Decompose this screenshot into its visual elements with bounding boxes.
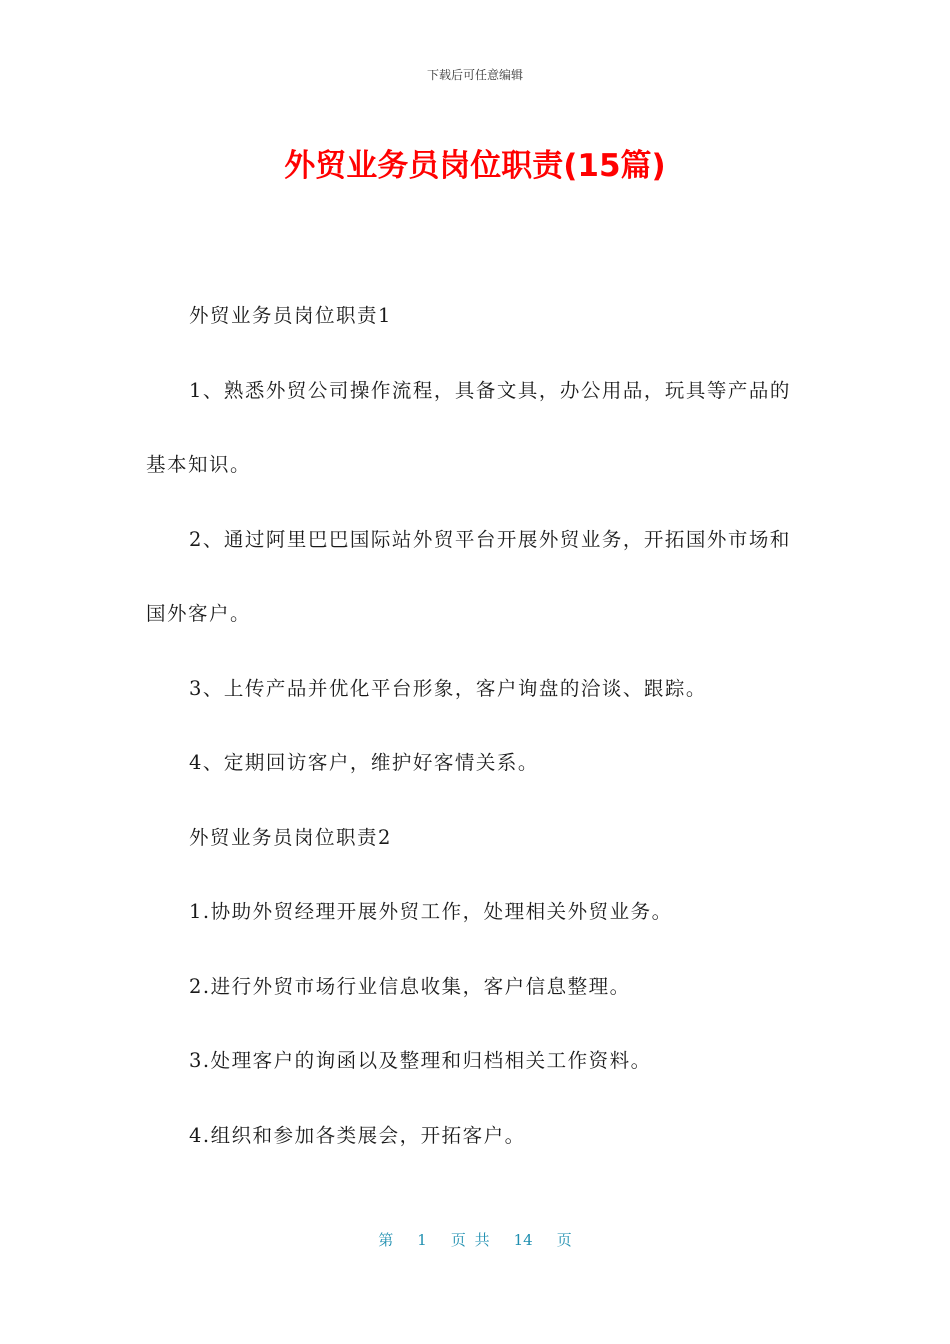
footer-page-number: 1 bbox=[417, 1231, 427, 1249]
footer-page-prefix: 第 bbox=[378, 1231, 394, 1249]
section-heading-1: 外贸业务员岗位职责1 bbox=[189, 304, 392, 327]
list-item: 1、熟悉外贸公司操作流程，具备文具，办公用品，玩具等产品的基本知识。 bbox=[146, 378, 791, 476]
footer-page-middle: 页 共 bbox=[450, 1231, 490, 1249]
list-item: 3、上传产品并优化平台形象，客户询盘的洽谈、跟踪。 bbox=[189, 676, 707, 700]
list-item: 3.处理客户的询函以及整理和归档相关工作资料。 bbox=[189, 1049, 652, 1072]
list-item: 2、通过阿里巴巴国际站外贸平台开展外贸业务，开拓国外市场和国外客户。 bbox=[146, 527, 791, 625]
page-footer bbox=[0, 1229, 950, 1250]
section-heading-2: 外贸业务员岗位职责2 bbox=[189, 825, 392, 849]
list-item: 4、定期回访客户，维护好客情关系。 bbox=[189, 751, 539, 774]
list-item: 2.进行外贸市场行业信息收集，客户信息整理。 bbox=[189, 974, 631, 998]
footer-page-total: 14 bbox=[513, 1231, 533, 1249]
footer-page-suffix: 页 bbox=[556, 1231, 572, 1249]
document-body bbox=[146, 279, 806, 1173]
list-item: 4.组织和参加各类展会，开拓客户。 bbox=[189, 1123, 526, 1147]
header-note: 下载后可任意编辑 bbox=[426, 68, 523, 82]
page-title: 外贸业务员岗位职责(15篇) bbox=[284, 148, 666, 184]
list-item: 1.协助外贸经理开展外贸工作，处理相关外贸业务。 bbox=[189, 900, 673, 923]
